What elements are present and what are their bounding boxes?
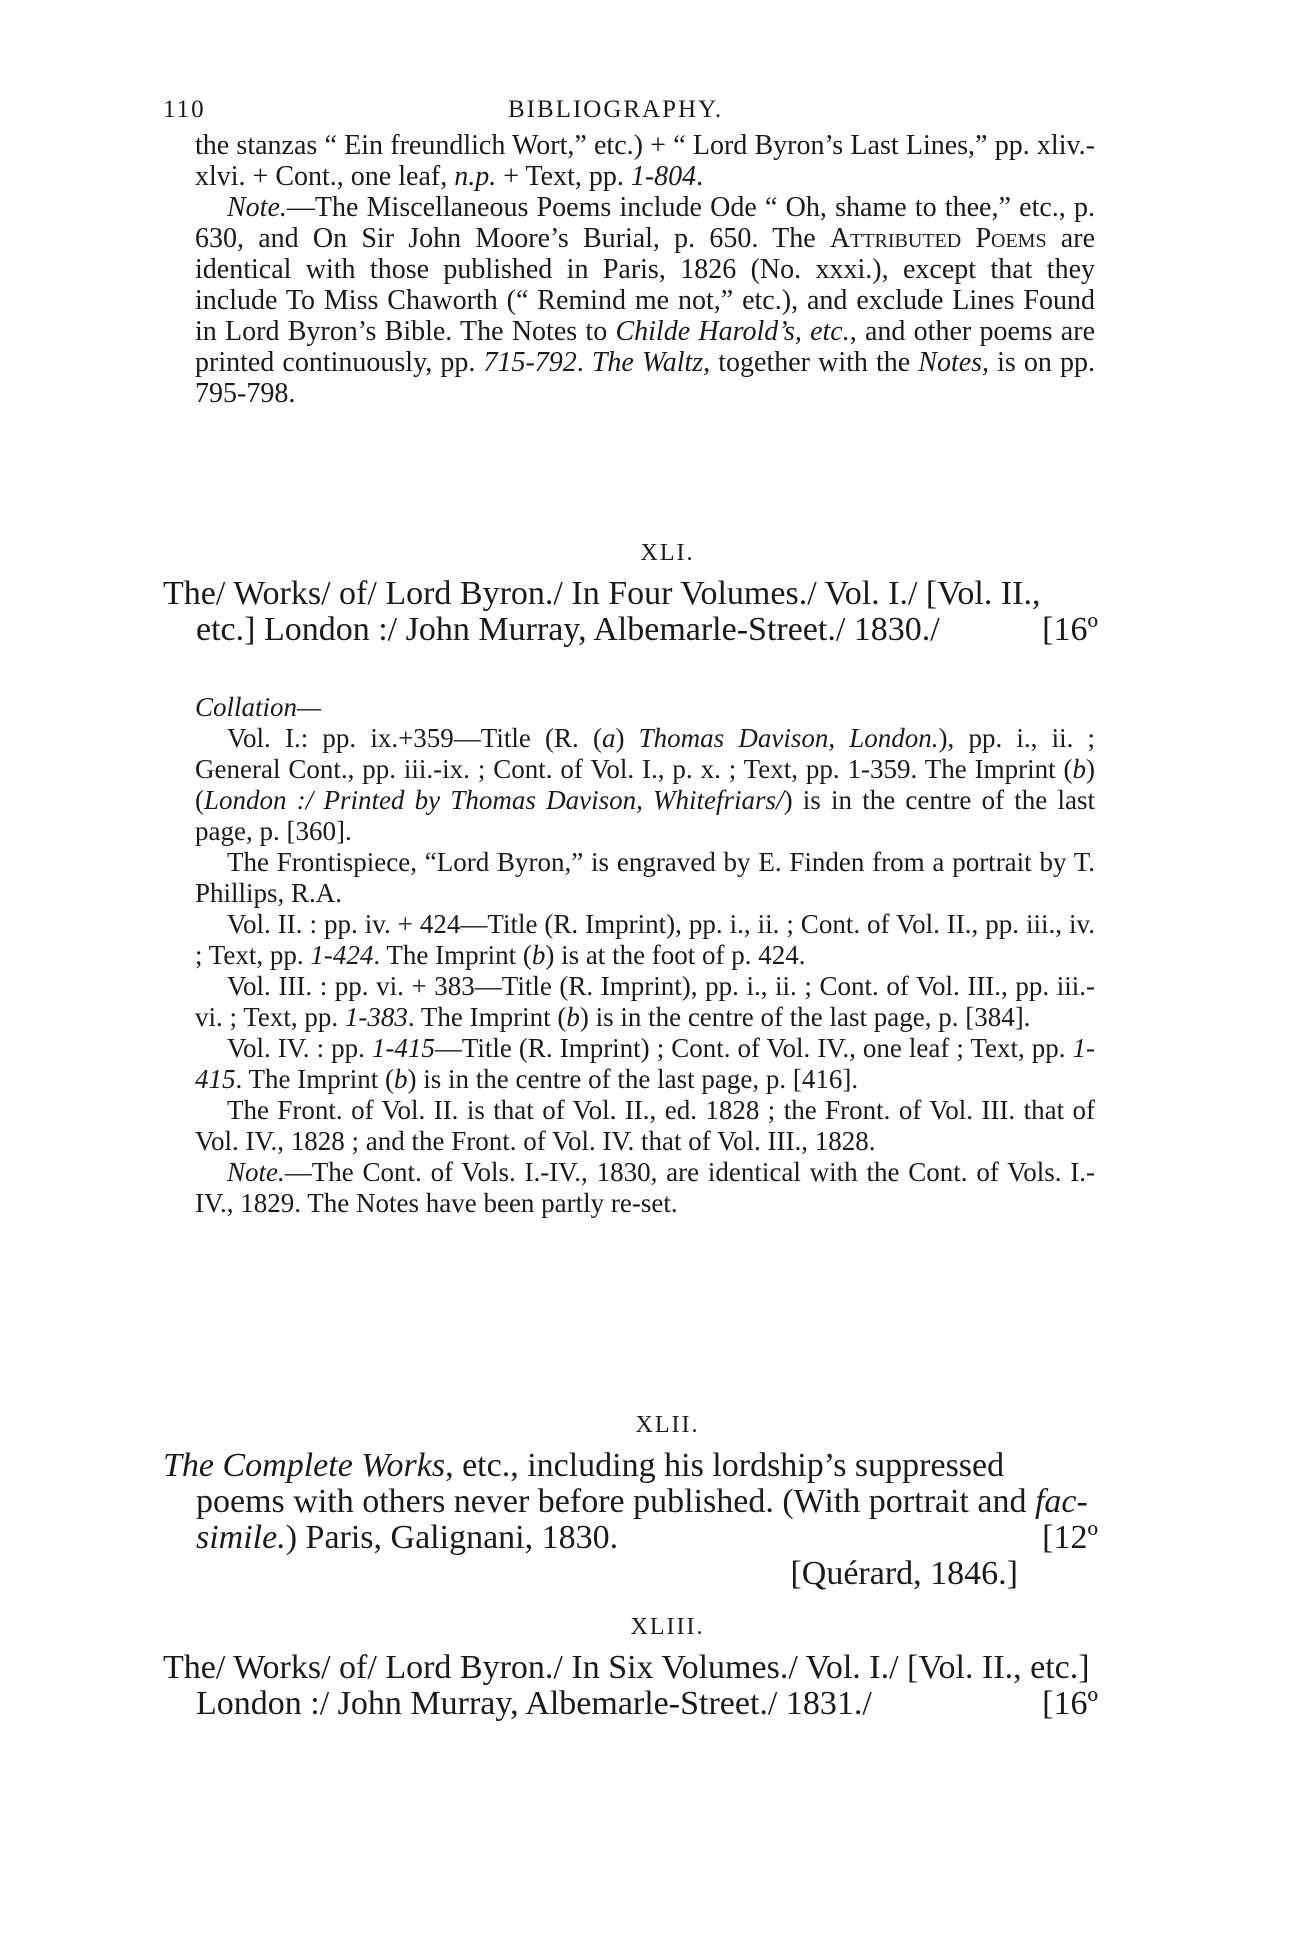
- collation-heading: Collation—: [195, 692, 322, 722]
- section-number-xli: XLI.: [640, 540, 695, 566]
- format-label: [12º: [1042, 1519, 1098, 1556]
- entry-title-xliii: The/ Works/ of/ Lord Byron./ In Six Volumes./ Vol. I./ [Vol. II., etc.] London :/ John Murray, Albemarle-Street./ 1831./ [16º: [163, 1649, 1098, 1722]
- entry-title-xlii: The Complete Works, etc., including his lordship’s suppressed poems with others never before published. (With portrait and fac-simile.) Paris, Galignani, 1830. [12º [Quérard, 1846.]: [163, 1447, 1098, 1592]
- format-label: [16º: [1042, 611, 1098, 648]
- page-header: [163, 96, 1093, 126]
- continued-entry-paragraph: the stanzas “ Ein freundlich Wort,” etc.) + “ Lord Byron’s Last Lines,” pp. xliv.-xlvi. + Cont., one leaf, n.p. + Text, pp. 1-804. Note.—The Miscellaneous Poems include Ode “ Oh, shame to thee,” etc., p. 630, and On Sir John Moore’s Burial, p. 650. The Attributed Poems are identical with those published in Paris, 1826 (No. xxxi.), except that they include To Miss Chaworth (“ Remind me not,” etc.), and exclude Lines Found in Lord Byron’s Bible. The Notes to Childe Harold’s, etc., and other poems are printed continuously, pp. 715-792. The Waltz, together with the Notes, is on pp. 795-798.: [195, 130, 1095, 409]
- collation-xli: Collation— Vol. I.: pp. ix.+359—Title (R. (a) Thomas Davison, London.), pp. i., ii. ; General Cont., pp. iii.-ix. ; Cont. of Vol. I., p. x. ; Text, pp. 1-359. The Imprint (b) (London :/ Printed by Thomas Davison, Whitefriars/) is in the centre of the last page, p. [360]. The Frontispiece, “Lord Byron,” is engraved by E. Finden from a portrait by T. Phillips, R.A. Vol. II. : pp. iv. + 424—Title (R. Imprint), pp. i., ii. ; Cont. of Vol. II., pp. iii., iv. ; Text, pp. 1-424. The Imprint (b) is at the foot of p. 424. Vol. III. : pp. vi. + 383—Title (R. Imprint), pp. i., ii. ; Cont. of Vol. III., pp. iii.-vi. ; Text, pp. 1-383. The Imprint (b) is in the centre of the last page, p. [384]. Vol. IV. : pp. 1-415—Title (R. Imprint) ; Cont. of Vol. IV., one leaf ; Text, pp. 1-415. The Imprint (b) is in the centre of the last page, p. [416]. The Front. of Vol. II. is that of Vol. II., ed. 1828 ; the Front. of Vol. III. that of Vol. IV., 1828 ; and the Front. of Vol. IV. that of Vol. III., 1828. Note.—The Cont. of Vols. I.-IV., 1830, are identical with the Cont. of Vols. I.-IV., 1829. The Notes have been partly re-set.: [195, 692, 1096, 1218]
- note-paragraph: Note.—The Miscellaneous Poems include Ode “ Oh, shame to thee,” etc., p. 630, and On Sir John Moore’s Burial, p. 650. The Attributed Poems are identical with those published in Paris, 1826 (No. xxxi.), except that they include To Miss Chaworth (“ Remind me not,” etc.), and exclude Lines Found in Lord Byron’s Bible. The Notes to Childe Harold’s, etc., and other poems are printed continuously, pp. 715-792. The Waltz, together with the Notes, is on pp. 795-798.: [195, 192, 1095, 409]
- format-label: [16º: [1042, 1685, 1098, 1722]
- running-title: BIBLIOGRAPHY.: [508, 96, 724, 123]
- section-number-xliii: XLIII.: [630, 1614, 705, 1640]
- entry-title-xli: The/ Works/ of/ Lord Byron./ In Four Volumes./ Vol. I./ [Vol. II., etc.] London :/ John Murray, Albemarle-Street./ 1830./ [16º: [163, 575, 1098, 648]
- section-number-xlii: XLII.: [635, 1412, 700, 1438]
- page-number: 110: [163, 96, 206, 123]
- source-reference: [Quérard, 1846.]: [790, 1555, 1018, 1592]
